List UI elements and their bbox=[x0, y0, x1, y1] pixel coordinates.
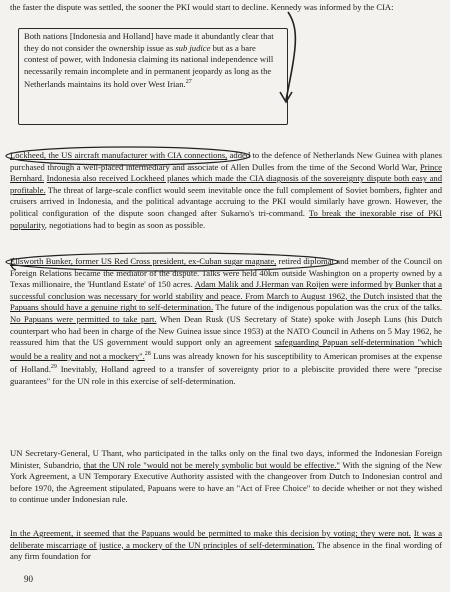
p1-underlined-indonesia: Indonesia also received Lockheed planes which made the CIA diagnosis of the sovereignty dispute both easy and profitable. bbox=[10, 173, 442, 195]
p4-text-d: The absence in the final wording of any firm foundation for bbox=[10, 539, 442, 562]
footnote-27: 27 bbox=[185, 79, 192, 86]
intro-text: the faster the dispute was settled, the sooner the PKI would start to decline. Kennedy was informed by the CIA: bbox=[10, 2, 394, 12]
self-determination-phrase: safeguarding Papuan self-determination "which would be a reality and not a mockery". bbox=[10, 337, 442, 361]
miscarriage-phrase: It was a deliberate miscarriage of justice, a mockery of the UN principles of self-determination. bbox=[10, 528, 443, 550]
p1-text-h: , negotiations had to begin as soon as possible. bbox=[44, 219, 206, 230]
p1-text-b: added to the defence of Netherlands New Guinea with planes purchased through a well-placed intermediary and associate of Allen Dulles from the time of the Second World War, bbox=[10, 150, 442, 172]
p1-text-f: The threat of large-scale conflict would seem inevitable once the full complement of Soviet bombers, fighter and cruisers arrived in Indonesia, and the political advantage accruing to the PKI would similarly have grown. However, the political configuration of the dispute soon changed after Sukarno's tri-command. bbox=[10, 184, 442, 218]
quote-text-1: Both nations [Indonesia and Holland] have made it abundantly clear that they do not consider the ownership issue as bbox=[24, 31, 274, 53]
footnote-28: 28 bbox=[144, 350, 151, 357]
p2-text-h: Luns was already known for his susceptibility to American promises at the expense of Holland. bbox=[10, 350, 443, 375]
un-role-phrase: that the UN role "would not be merely symbolic but would be effective." bbox=[83, 459, 340, 470]
paragraph-agreement bbox=[10, 528, 442, 563]
pki-popularity-phrase: To break the inexorable rise of PKI popularity bbox=[10, 207, 442, 230]
lockheed-phrase: Lockheed, the US aircraft manufacturer with CIA connections, bbox=[10, 150, 228, 160]
paragraph-bunker bbox=[10, 256, 442, 387]
paragraph-u-thant bbox=[10, 448, 442, 506]
p2-underlined-malik: Adam Malik and J.Herman van Roijen were informed by Bunker that a successful conclusion was necessary for world stability and peace. From March to August 1962, the Dutch insisted that the Papuans should have a genuine right to self-determination. bbox=[10, 279, 442, 313]
quote-italic: sub judice bbox=[175, 42, 211, 53]
p2-text-f: When Dean Rusk (US Secretary of State) spoke with Joseph Luns (his Dutch counterpart who had been in charge of the New Guinea issue since 1953) at the NATO Council in Athens on 5 May 1962, he reassured him that the US government would support only an agreement bbox=[10, 313, 442, 348]
p2-text-i: Inevitably, Holland agreed to a transfer of sovereignty prior to a plebiscite provided there were "precise guarantees" for the UN role in this exercise of self-determination. bbox=[10, 364, 442, 386]
p2-text-b: retired diplomat and member of the Council on Foreign Relations became the mediator of the dispute. Talks were held 40km outside Washington on a property owned by a Texas millionaire, the 'Huntland Estate' of 150 acres. bbox=[10, 256, 442, 290]
p2-text-d: The future of the indigenous population was the crux of the talks. bbox=[213, 302, 443, 313]
paragraph-intro bbox=[10, 2, 442, 14]
quote-text-2: but as a bare contest of power, with Indonesia claiming its national independence will necessarily remain incomplete and in permanent jeopardy as long as the Netherlands maintains its hold over West Irian. bbox=[24, 42, 274, 90]
no-papuans-phrase: No Papuans were permitted to take part. bbox=[10, 313, 157, 324]
voting-phrase: In the Agreement, it seemed that the Papuans would be permitted to make this decision by voting; they were not. bbox=[10, 528, 411, 538]
paragraph-lockheed bbox=[10, 150, 442, 231]
page-number: 90 bbox=[24, 574, 33, 584]
p3-text-a: UN Secretary-General, U Thant, who participated in the talks only on the final two days, informed the Indonesian Foreign Minister, Subandrio, bbox=[10, 448, 442, 470]
block-quote bbox=[24, 31, 279, 91]
footnote-29: 29 bbox=[50, 364, 57, 371]
prince-bernhard: Prince Bernhard. bbox=[10, 161, 442, 184]
p3-text-c: With the signing of the New York Agreement, a UN Temporary Executive Authority assisted with the changeover from Dutch to Indonesian control and before 1970, the Agreement stipulated, Papuans were to have an "Act of Free Choice" to decide whether or not they wished to continue under Indonesian rule. bbox=[10, 459, 443, 505]
bunker-phrase: Ellsworth Bunker, former US Red Cross president, ex-Cuban sugar magnate, bbox=[10, 256, 277, 266]
